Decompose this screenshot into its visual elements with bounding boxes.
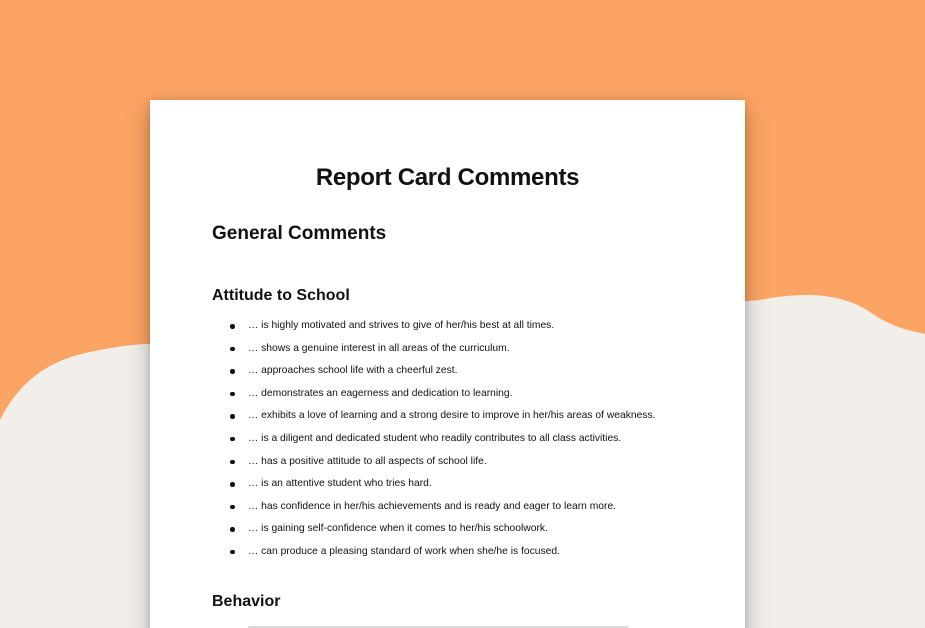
list-item xyxy=(230,318,720,341)
list-item xyxy=(230,521,720,544)
bullet-icon xyxy=(230,550,235,555)
section-title-general-comments: General Comments xyxy=(212,223,387,244)
document-title: Report Card Comments xyxy=(315,164,580,191)
list-item xyxy=(230,408,720,431)
list-item-text: … is an attentive student who tries hard. xyxy=(248,478,432,490)
bullet-icon xyxy=(230,392,235,397)
document-page xyxy=(150,100,745,628)
list-item xyxy=(230,386,720,409)
bullet-icon xyxy=(230,414,235,419)
bullet-icon xyxy=(230,460,235,465)
list-item xyxy=(230,499,720,522)
bullet-icon xyxy=(230,369,235,374)
bullet-icon xyxy=(230,347,235,352)
list-item xyxy=(230,341,720,364)
list-item-text: … has confidence in her/his achievements and is ready and eager to learn more. xyxy=(248,500,617,512)
list-item xyxy=(230,431,720,454)
list-item-text: … shows a genuine interest in all areas of the curriculum. xyxy=(248,342,510,354)
subsection-title-behavior: Behavior xyxy=(212,593,281,610)
subsection-title-attitude: Attitude to School xyxy=(212,287,350,304)
list-item xyxy=(230,454,720,477)
list-item xyxy=(230,363,720,386)
list-item xyxy=(230,476,720,499)
list-item-text: … demonstrates an eagerness and dedication to learning. xyxy=(248,387,513,399)
list-item xyxy=(230,544,720,567)
bullet-icon xyxy=(230,527,235,532)
list-item-text: … exhibits a love of learning and a strong desire to improve in her/his areas of weakness. xyxy=(248,410,656,422)
list-item-text: … is a diligent and dedicated student who readily contributes to all class activities. xyxy=(248,432,622,444)
bullet-icon xyxy=(230,437,235,442)
bullet-icon xyxy=(230,505,235,510)
list-item-text: … is gaining self-confidence when it comes to her/his schoolwork. xyxy=(248,523,548,535)
bullet-icon xyxy=(230,324,235,329)
list-item-text: … approaches school life with a cheerful zest. xyxy=(248,365,458,377)
comment-list-attitude xyxy=(230,318,720,567)
bullet-icon xyxy=(230,482,235,487)
list-item-text: … is highly motivated and strives to give of her/his best at all times. xyxy=(248,320,555,331)
list-item-text: … can produce a pleasing standard of work when she/he is focused. xyxy=(248,545,560,557)
list-item-text: … has a positive attitude to all aspects of school life. xyxy=(248,455,487,467)
